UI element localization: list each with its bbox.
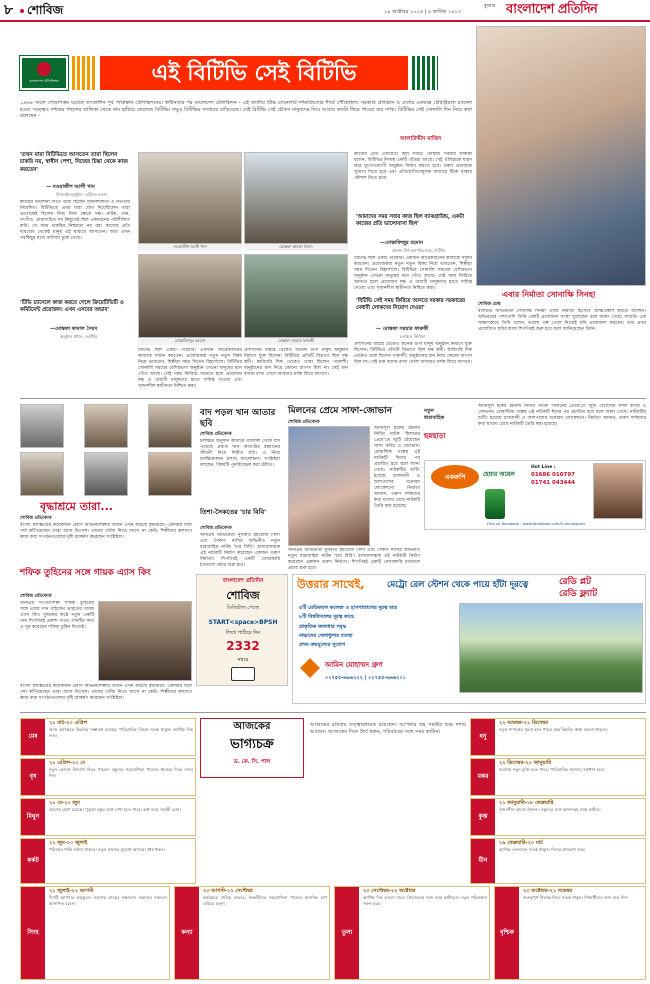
zodiac-2 bbox=[20, 798, 196, 836]
shafiq-headline: শফিক তুহিনের সঙ্গে গায়ক এ্যাস কিং bbox=[20, 568, 151, 578]
zodiac-date: ২৩ সেপ্টেম্বর-২২ অক্টোবর bbox=[363, 888, 416, 894]
quote-2-title: প্রাক্তন উপ-মহাপরিচালক, বিটিভি bbox=[392, 248, 445, 253]
caption-nawazish: নওয়াজীশ আলী খান bbox=[138, 244, 242, 251]
hair-model-photo bbox=[593, 463, 643, 519]
box-shortcode: 2332 bbox=[226, 639, 260, 653]
rs-item: ৫টি মেডিক্যাল কলেজ ও হাসপাতালের দূরত্ব মাত্র bbox=[299, 605, 398, 611]
masthead bbox=[0, 0, 650, 22]
rs-company: আমিন মোহাম্মদ গ্রুপ bbox=[325, 661, 383, 669]
box-section-name: শোবিজ bbox=[226, 589, 260, 602]
quote-3-title: অনুষ্ঠান প্রধান, এনটিভি bbox=[60, 334, 98, 339]
body-col-5: বিটিভি ছিল একটি পরিবার। একজন আরেকজনের কাজকে সম্মান করতেন। প্রযোজকরা নতুন নতুন বিষয় নিয়ে ভাবতেন, শিল্পীরা সময় দিতেন রিহার্সালে। বিটিভির সোনালি সময়ের বেশিরভাগ অনুষ্ঠান এখনো মানুষের মনে গেঁথে আছে। সেই সময় ফিরিয়ে আনতে হলে প্রয়োজন দক্ষ ও মেধাবী মানুষদের হাতে দায়িত্ব দেওয়া এবং সৃজনশীল স্বাধীনতা নিশ্চিত করা। bbox=[354, 256, 472, 291]
sonakshi-tag: শোবিজ ডেস্ক bbox=[478, 302, 501, 307]
section-name: শোবিজ bbox=[27, 3, 64, 17]
zodiac-date: ২২ নভেম্বর-২১ ডিসেম্বর bbox=[499, 720, 549, 726]
zodiac-5 bbox=[174, 886, 330, 980]
elder-photo-5 bbox=[84, 452, 128, 496]
shafiq-body: জনপ্রিয় সংগীতশিল্পী শফিক তুহিনের সঙ্গে এবার গান গাইলেন ভারতের গায়ক এ্যাস কিং। দুজনের কণ্ঠে নতুন একটি গান শিগগিরই প্রকাশ পাবে। গানটির কথা ও সুর করেছেন শফিক তুহিন নিজেই। bbox=[20, 601, 94, 630]
zodiac-9 bbox=[470, 758, 646, 796]
zodiac-text: সৃজনশীল কাজে সাফল্য। বন্ধুদের সঙ্গে আনন্দময় সময় কাটবে। bbox=[499, 807, 601, 813]
oil-bottle-icon bbox=[485, 489, 505, 519]
shafiq-tag: শোবিজ প্রতিবেদক bbox=[20, 594, 52, 599]
lead-banner bbox=[100, 56, 408, 90]
quote-1-name: — নওয়াজীশ আলী খান bbox=[46, 184, 95, 190]
paper-logo: বাংলাদেশ প্রতিদিন bbox=[506, 2, 598, 17]
box-sms: START<space>BPSH bbox=[208, 619, 278, 626]
shafiq-photo bbox=[98, 601, 192, 681]
rs-logo-icon bbox=[300, 658, 320, 678]
zodiac-name: কর্কট bbox=[21, 839, 45, 883]
real-estate-ad bbox=[292, 574, 646, 704]
zodiac-date: ২১ এপ্রিল-২০ মে bbox=[49, 760, 86, 766]
bapparaz-body: চলচ্চিত্র অনুদান কমিটির তালিকা থেকে বাদ পড়েছে প্রয়াত খান আতাউর রহমানের জীবনী নিয়ে নির্মিত ছবি। এ নিয়ে চলচ্চিত্রাঙ্গনে চলছে আলোচনা। সংশ্লিষ্টরা বলছেন, বিষয়টি পুনর্বিবেচনা করা উচিত। bbox=[200, 439, 280, 468]
zodiac-text: নতুন সম্পর্কের সূচনা হতে পারে। কর্মে উন্নতি। স্বাস্থ্য ভালো থাকবে। bbox=[499, 727, 608, 733]
zodiac-1 bbox=[20, 758, 196, 796]
caption-kamal: মোস্তফা কামাল সৈয়দ bbox=[244, 244, 348, 251]
zodiac-text: ভ্রমণের যোগ রয়েছে। পুরনো বন্ধুর সঙ্গে দেখা হতে পারে। অর্থ ব্যয়ে সংযমী হোন। bbox=[49, 807, 181, 813]
quote-2: 'আমাদের সময় সবার কাজ ছিল ব্যাকগ্রাউন্ড, একটা কাজের প্রতি ভালোবাসা ছিল' bbox=[356, 214, 465, 228]
caption-farooki: মোস্তফা সরয়ার ফারুকী bbox=[244, 338, 348, 345]
btv-logo-box bbox=[20, 56, 68, 90]
elder-photo-3 bbox=[148, 404, 192, 448]
quote-4: 'বিটিভি সেই সময় ফিরিয়ে আনতে দরকার সরকারের মেধাবী লোকদের নিয়োগ দেওয়া' bbox=[356, 298, 465, 312]
zodiac-date: ২৩ অক্টোবর-২১ নভেম্বর bbox=[523, 888, 573, 894]
body-col-6: প্রশাসনের বাইরে থেকেও অনেক গুণী মানুষ অনুষ্ঠান নির্মাণে যুক্ত ছিলেন। বিটিভির প্রতিটি বিভাগে ছিল দক্ষ কর্মী। কারিগরি দিক থেকেও তারা ছিলেন পারদর্শী। অনুষ্ঠানের মান নিয়ে কোনো আপস ছিল না। সেই মান বজায় রাখা গেলে আবারও দর্শক ফিরে আসবে। bbox=[354, 342, 472, 365]
page-number: ৮ bbox=[4, 2, 14, 18]
zodiac-date: ২১ জানুয়ারি-১৮ ফেব্রুয়ারি bbox=[499, 800, 554, 806]
divider-2 bbox=[20, 712, 646, 713]
zodiac-name: সিংহ bbox=[21, 887, 45, 979]
zodiac-6 bbox=[334, 886, 490, 980]
quote-4-name: — মোস্তফা সরয়ার ফারুকী bbox=[376, 326, 429, 332]
lead-headline: এই বিটিভি সেই বিটিভি bbox=[151, 61, 357, 86]
zodiac-8 bbox=[470, 718, 646, 756]
shobiz-digital-box bbox=[196, 574, 288, 686]
quote-3-name: —মোস্তফা কামাল সৈয়দ bbox=[50, 326, 98, 332]
rs-aerial-photo bbox=[459, 603, 643, 693]
quote-3: 'টিভি চ্যানেলে কাজ করতে গেলে ক্রিয়েটিভিটি ও কমিটমেন্ট প্রয়োজন। এখন এসবের অভাব' bbox=[20, 300, 130, 314]
issue-date: ১৯ অক্টোবর ২০১৬ | ৪ কার্তিক ১৪২৩ bbox=[384, 9, 461, 15]
zodiac-text: গুরুত্বপূর্ণ সিদ্ধান্ত নিতে সতর্ক থাকুন। শিক্ষার্থীদের জন্য শুভ দিন। bbox=[523, 895, 629, 901]
quote-1: 'তখন যারা বিটিভিতে আসতেন তারা ছিলেন চাকরি নয়, স্বাধীন পেশা, নিজের চিন্তা থেকে কাজ করতেন' bbox=[20, 152, 128, 173]
quote-2-name: —মোস্তাফিজুর রহমান bbox=[380, 240, 423, 246]
box-paper-logo: বাংলাদেশ প্রতিদিন bbox=[222, 578, 264, 584]
lead-byline: আলাউদ্দীন মাজিদ bbox=[400, 136, 442, 142]
rs-badge-2: রেডি ফ্ল্যাট bbox=[559, 589, 598, 599]
zodiac-7 bbox=[494, 886, 646, 980]
rs-title-2: মেট্রো রেল স্টেশন থেকে পায়ে হাঁটা দূরত্বে bbox=[387, 580, 529, 590]
btv-logo-text: বাংলাদেশ টেলিভিশন bbox=[29, 79, 59, 83]
section-dot-icon bbox=[20, 9, 24, 13]
zodiac-3 bbox=[20, 838, 196, 884]
hair-oil-brand: একরুপি bbox=[431, 465, 479, 489]
zodiac-text: পরিবারে শান্তি বজায় থাকবে। নতুন কাজের সুযোগ আসবে। ধৈর্য ধরুন। bbox=[49, 847, 165, 853]
milon-body: আনিসুল হকের রচনায় নির্মিত নাটক 'মিলনের প্রেমে'তে জুটি বেঁধেছেন সাফা কবির ও জোভান। রোমান্টিক গল্পের এই নাটকটি ঈদের পর প্রচারিত হবে বলে জানা গেছে। নাটকটির শুটিং হয়েছে রাজধানী ও আশপাশের মনোরম লোকেশনে। নির্মাতা জানান, তরুণ দর্শকদের কথা মাথায় রেখে নাটকটি তৈরি করা হয়েছে। bbox=[374, 426, 420, 509]
rs-list bbox=[299, 605, 459, 648]
body-col-4: কাজের প্রতি একাগ্রতা ছিল সবার। মোস্তফা সরয়ার ফারুকী বলেন, বিটিভির নিজস্ব একটি ঐতিহ্য আছে। সেই ঐতিহ্যকে ধারণ করে যুগোপযোগী অনুষ্ঠান নির্মাণ করতে হবে। তরুণ প্রজন্মকে সুযোগ দিতে হবে এবং প্রতিযোগিতামূলক বাজারে টিকে থাকার কৌশল নিতে হবে। bbox=[354, 152, 472, 181]
horoscope-title-2: ভাগ্যচক্র bbox=[230, 737, 274, 752]
zodiac-name: কুম্ভ bbox=[471, 799, 495, 835]
sonakshi-photo bbox=[476, 26, 646, 286]
horoscope-title: আজকের bbox=[233, 721, 271, 732]
zodiac-name: মীন bbox=[471, 839, 495, 883]
tv-stripes-decor bbox=[72, 56, 96, 90]
hotline-1[interactable]: 01686 010797 bbox=[531, 472, 576, 478]
phone-icon bbox=[231, 667, 255, 681]
body-col-3: প্রশাসনের বাইরে থেকেও অনেক গুণী মানুষ অনুষ্ঠান নির্মাণে যুক্ত ছিলেন। বিটিভির প্রতিটি বিভাগে ছিল দক্ষ কর্মী। কারিগরি দিক থেকেও তারা ছিলেন পারদর্শী। অনুষ্ঠানের মান নিয়ে কোনো আপস ছিল না। সেই মান বজায় রাখা গেলে আবারও দর্শক ফিরে আসবে। bbox=[244, 348, 348, 377]
elder-photo-4 bbox=[20, 452, 64, 496]
shafiq-body-cont: বাংলা চলচ্চিত্রের কয়েকজন প্রবীণ অভিনয়শিল্পীর জীবন এখন কাটছে বৃদ্ধাশ্রমে। একসময় যারা পর্দা কাঁপিয়েছেন তারা আজ নিঃসঙ্গ। তাদের খোঁজ নিতে আসে না কেউ। শিল্পীদের কল্যাণে কাজ করা সংগঠনগুলোর দৃষ্টি আকর্ষণ করেছেন সংশ্লিষ্টরা। bbox=[20, 684, 192, 701]
horoscope-intro: আজকের রবিবার তত্ত্বাবধায়ক রয়েছেন। আপনার গ্রহ সমষ্টির শুভ দশায় আছেন। আজকের দিনে ধৈর্য ধরুন, পরিবারের সঙ্গে সময় কাটান। bbox=[310, 722, 466, 735]
photo-farooki bbox=[244, 254, 348, 338]
zodiac-name: মকর bbox=[471, 759, 495, 795]
sonakshi-headline: এবার নির্মাতা সোনাক্ষি সিনহা bbox=[502, 290, 596, 299]
body-col-2: বিটিভি ছিল একটি পরিবার। একজন আরেকজনের কাজকে সম্মান করতেন। প্রযোজকরা নতুন নতুন বিষয় নিয়ে ভাবতেন, শিল্পীরা সময় দিতেন রিহার্সালে। বিটিভির সোনালি সময়ের বেশিরভাগ অনুষ্ঠান এখনো মানুষের মনে গেঁথে আছে। সেই সময় ফিরিয়ে আনতে হলে প্রয়োজন দক্ষ ও মেধাবী মানুষদের হাতে দায়িত্ব দেওয়া এবং সৃজনশীল স্বাধীনতা নিশ্চিত করা। bbox=[138, 348, 242, 389]
elder-photo-2 bbox=[84, 404, 128, 448]
zodiac-name: মেষ bbox=[21, 719, 45, 755]
quote-4-title: চলচ্চিত্র নির্মাতা bbox=[400, 334, 425, 339]
zodiac-date: ২১ মে-২০ জুন bbox=[49, 800, 80, 806]
elder-photo-1 bbox=[20, 404, 64, 448]
horoscope-title-box bbox=[200, 718, 304, 778]
rs-phone[interactable]: ০১৭৫৫-৬৬৬২২২ | ০১৭৫৫-৬৬৬২১১ bbox=[325, 675, 406, 681]
box-sms-note: লিখে পাঠিয়ে দিন bbox=[225, 630, 261, 636]
sonakshi-body: বলিউড অভিনেত্রী সোনাক্ষি সিনহা এবার নির্মাতা হিসেবে আত্মপ্রকাশ করতে যাচ্ছেন। অভিনয়ের পাশাপাশি তিনি একটি প্রযোজনা সংস্থা খুলেছেন বলে জানা গেছে। সম্প্রতি এক সাক্ষাৎকারে তিনি বলেন, ভালো গল্প পেলে নিজেই ছবি প্রযোজনা করবেন। তার প্রথম প্রযোজিত ছবির কাজ শিগগিরই শুরু হবে বলে জানিয়েছেন তিনি। bbox=[478, 309, 646, 332]
zodiac-date: ২১ মার্চ-২০ এপ্রিল bbox=[49, 720, 88, 726]
elder-headline: বৃদ্ধাশ্রমে তারা... bbox=[40, 500, 113, 513]
zodiac-11 bbox=[470, 838, 646, 884]
rs-title: উত্তরার সাথেই, bbox=[297, 578, 365, 591]
elder-tag: শোবিজ প্রতিবেদক bbox=[20, 516, 52, 521]
tareen-body: জনপ্রিয় অভিনেত্রী নুসরাত ইমরোজ তিশা এবং সৈকত নাসির অভিনীত নতুন ধারাবাহিক নাটক 'চার বিবি'। হাস্যরসাত্মক এই নাটকটি নির্মাণ করেছেন একজন তরুণ নির্মাতা। শিগগিরই একটি বেসরকারি চ্যানেলে প্রচার শুরু হবে। bbox=[200, 533, 280, 568]
hotline-label: Hot Line : bbox=[531, 465, 556, 470]
serial-title: ছন্নছাড়া bbox=[424, 432, 446, 440]
zodiac-4 bbox=[20, 886, 170, 980]
box-sub: ডিজিটাল পেজে bbox=[226, 605, 260, 611]
zodiac-10 bbox=[470, 798, 646, 836]
zodiac-text: আজ কর্মক্ষেত্রে উন্নতির সম্ভাবনা রয়েছে। পারিবারিক বিষয়ে সতর্ক থাকুন। আর্থিক দিক শুভ। bbox=[49, 727, 193, 738]
milon-tag: শোবিজ প্রতিবেদক bbox=[288, 420, 320, 425]
zodiac-name: বৃশ্চিক bbox=[495, 887, 519, 979]
milon-headline: মিলনের প্রেমে সাফা-জোভান bbox=[288, 406, 392, 416]
zodiac-name: ধনু bbox=[471, 719, 495, 755]
divider-1 bbox=[20, 398, 646, 399]
rs-item: ৮টি বিশ্ববিদ্যালয় দূরত্ব কাছে bbox=[299, 614, 355, 621]
zodiac-date: ২২ ডিসেম্বর-২০ জানুয়ারি bbox=[499, 760, 552, 766]
zodiac-date: ১৯ ফেব্রুয়ারি-২০ মার্চ bbox=[499, 840, 543, 846]
rs-badge-1: রেডি প্লট bbox=[559, 577, 591, 587]
zodiac-name: কন্যা bbox=[175, 887, 199, 979]
quote-1-title: উপদেষ্টা-অনুষ্ঠান, এটিএন বাংলা bbox=[56, 192, 108, 197]
zodiac-text: কর্মক্ষেত্রে দায়িত্ব বাড়বে। সহকর্মীদের সহযোগিতা পাবেন। মানসিক চাপ এড়িয়ে চলুন। bbox=[203, 895, 327, 906]
body-col-1: কাজের নির্দেশনা দিতে তারা ছিলেন সৃজনশীলতা ও সততায় নিবেদিত। বিটিভিতে প্রথম যারা যোগ দিয়েছিলেন তারা প্রত্যেকেই ছিলেন নিজ নিজ ক্ষেত্রে দক্ষ। নাটক, গান, সংগীত, প্রামাণ্যচিত্র সব কিছুতেই ছিল একধরনের পরিশীলিত রুচি। সে সময় চাকরির নিশ্চয়তা নয় বরং কাজের প্রতি দায়বোধ থেকেই মানুষ এই মাধ্যমে আসতেন। আর এখন সবকিছুর মধ্যে বাণিজ্য ঢুকে গেছে। bbox=[20, 200, 130, 241]
zodiac-0 bbox=[20, 718, 196, 756]
zodiac-text: আর্থিক লেনদেনে সতর্ক থাকুন। দিনের শেষভাগ শুভ। bbox=[499, 847, 586, 853]
elder-photo-6 bbox=[148, 452, 192, 496]
right-mid-body: আনিসুল হকের রচনায় নির্মিত নাটক 'মিলনের প্রেমে'তে জুটি বেঁধেছেন সাফা কবির ও জোভান। রোমান্টিক গল্পের এই নাটকটি ঈদের পর প্রচারিত হবে বলে জানা গেছে। নাটকটির শুটিং হয়েছে রাজধানী ও আশপাশের মনোরম লোকেশনে। নির্মাতা জানান, তরুণ দর্শকদের কথা মাথায় রেখে নাটকটি তৈরি করা হয়েছে। bbox=[478, 404, 646, 427]
tareen-headline: তিশা-সৈকতের 'চার বিবি' bbox=[200, 508, 267, 516]
horoscope-author: ড. কে. সি. পাল bbox=[233, 759, 271, 765]
zodiac-date: ২৩ আগস্ট-২২ সেপ্টেম্বর bbox=[203, 888, 253, 894]
hotline-2[interactable]: 01741 043444 bbox=[531, 480, 576, 486]
photo-mostafiz bbox=[138, 254, 242, 338]
issue-day: বুধবার bbox=[484, 4, 496, 9]
photo-kamal bbox=[244, 152, 348, 244]
elder-body: বাংলা চলচ্চিত্রের কয়েকজন প্রবীণ অভিনয়শিল্পীর জীবন এখন কাটছে বৃদ্ধাশ্রমে। একসময় যারা পর্দা কাঁপিয়েছেন তারা আজ নিঃসঙ্গ। তাদের খোঁজ নিতে আসে না কেউ। শিল্পীদের কল্যাণে কাজ করা সংগঠনগুলোর দৃষ্টি আকর্ষণ করেছেন সংশ্লিষ্টরা। bbox=[20, 523, 192, 540]
milon-photo bbox=[288, 426, 370, 546]
serial-label: নতুন ধারাবাহিক bbox=[424, 408, 445, 421]
caption-mostafiz: মোস্তাফিজুর রহমান bbox=[138, 338, 242, 345]
box-tail: নম্বরে bbox=[237, 657, 249, 663]
btv-flag-icon bbox=[37, 62, 51, 76]
horoscope-mid-text bbox=[200, 784, 466, 882]
rs-item: প্রাকৃতিক জলাধার সমৃদ্ধ bbox=[299, 623, 347, 630]
zodiac-date: ২১ জুলাই-২২ আগস্ট bbox=[49, 888, 94, 894]
rs-item: বাচ্চাদের খেলাধুলার ব্যবস্থা bbox=[299, 632, 353, 639]
zodiac-text: দিনটি আপনার অনুকূলে। ব্যবসায় লাভের সম্ভাবনা। সন্তানের সাফল্যে আনন্দিত হবেন। bbox=[49, 895, 167, 906]
milon-body-cont: জনপ্রিয় অভিনেত্রী নুসরাত ইমরোজ তিশা এবং সৈকত নাসির অভিনীত নতুন ধারাবাহিক নাটক 'চার বিবি'। হাস্যরসাত্মক এই নাটকটি নির্মাণ করেছেন একজন তরুণ নির্মাতা। শিগগিরই একটি বেসরকারি চ্যানেলে প্রচার শুরু হবে। bbox=[288, 548, 420, 571]
zodiac-text: নতুন কোনো উদ্যোগ নিতে পারেন। বন্ধুদের সহযোগিতা পাবেন। স্বাস্থ্যের দিকে নজর দিন। bbox=[49, 767, 193, 778]
zodiac-name: তুলা bbox=[335, 887, 359, 979]
tv-stripes-decor-right bbox=[412, 56, 438, 90]
hair-oil-fb[interactable]: Find us facebook : www.facebook.com/h.techexport bbox=[487, 521, 585, 526]
hair-oil-tagline: হেয়ার অয়েল bbox=[483, 471, 515, 478]
bapparaz-tag: শোবিজ প্রতিবেদক bbox=[200, 432, 232, 437]
hair-oil-ad bbox=[424, 460, 646, 530]
zodiac-text: আর্থিক দিক ভালো যাবে। প্রিয়জনের সঙ্গে সময় কাটাবেন। নতুন পরিকল্পনা সফল হবে। bbox=[363, 895, 487, 906]
zodiac-text: ব্যবসায় নতুন চুক্তি হতে পারে। পারিবারিক সমস্যার সমাধান হবে। bbox=[499, 767, 605, 773]
tareen-tag: শোবিজ প্রতিবেদক bbox=[200, 526, 232, 531]
zodiac-date: ২১ জুন-২০ জুলাই bbox=[49, 840, 88, 846]
photo-nawazish bbox=[138, 152, 242, 244]
lead-intro: ১৯৬৪ সালে গোড়াপত্তন ঘটেছে তৎকালীন পূর্ব পাকিস্তান টেলিভিশনের। স্বাধীনতার পর বাংলাদেশ টেলিভিশন - এই জাতীয় টিভি চ্যানেলটি দর্শকপ্রিয়তার শীর্ষে পৌঁছেছিল। সরকারি প্রতিষ্ঠান ও দেশের একমাত্র টেরিস্ট্রিয়াল চ্যানেল হওয়া সত্ত্বেও দর্শকের পছন্দের তালিকা থেকে নাম হারিয়ে ফেলেছে বিটিভি। তবুও বিটিভির সম্প্রচার বাড়িয়েছে। সেই বিটিভি সেই চৌকস মানুষদের দিয়ে আবার কতটা ফিরে পাওয়া যায় দর্শক। বিটিভির সেই সোনালি দিন নিয়ে কথা বলেছেন - bbox=[20, 100, 472, 119]
bapparaz-headline: বাদ পড়ল খান আতার ছবি bbox=[200, 408, 276, 430]
zodiac-name: মিথুন bbox=[21, 799, 45, 835]
zodiac-name: বৃষ bbox=[21, 759, 45, 795]
rs-item: প্রথম ক্রয়মূল্যের সুযোগ bbox=[299, 642, 345, 648]
